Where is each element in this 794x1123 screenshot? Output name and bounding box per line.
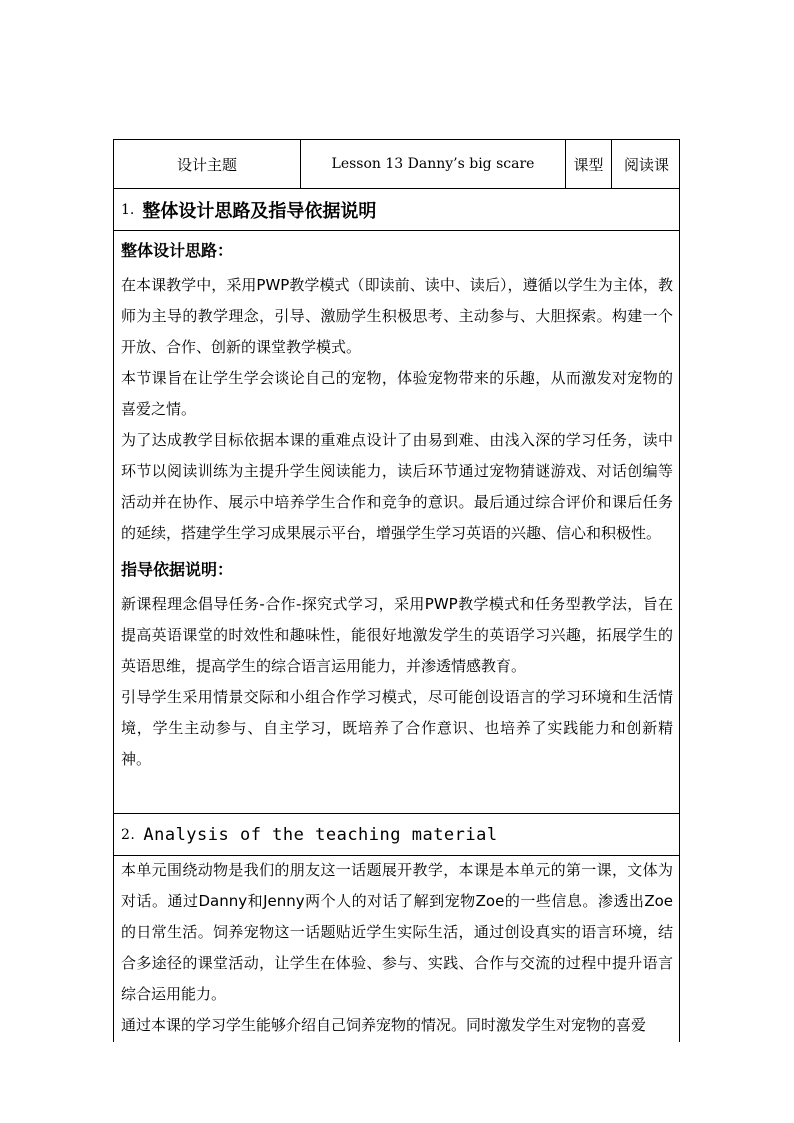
analysis-paragraph: 本单元围绕动物是我们的朋友这一话题展开教学，本课是本单元的第一课，文体为对话。通过Danny和Jenny两个人的对话了解到宠物Zoe的一些信息。渗透出Zoe的日常生活。饲养宠物这一话题贴近学生实际生活，通过创设真实的语言环境，结合多途径的课堂活动，让学生在体验、参与、实践、合作与交流的过程中提升语言综合运用能力。 bbox=[121, 861, 673, 1003]
lesson-plan-table bbox=[113, 139, 680, 1042]
topic-label: 设计主题 bbox=[114, 140, 301, 188]
design-paragraph: 在本课教学中，采用PWP教学模式（即读前、读中、读后），遵循以学生为主体，教师为主导的教学理念，引导、激励学生积极思考、主动参与、大胆探索。构建一个开放、合作、创新的课堂教学模式。 bbox=[121, 276, 673, 356]
lesson-title: Lesson 13 Danny’s big scare bbox=[301, 140, 566, 188]
design-paragraph: 为了达成教学目标依据本课的重难点设计了由易到难、由浅入深的学习任务，读中环节以阅读训练为主提升学生阅读能力，读后环节通过宠物猜谜游戏、对话创编等活动并在协作、展示中培养学生合作和竞争的意识。最后通过综合评价和课后任务的延续，搭建学生学习成果展示平台，增强学生学习英语的兴趣、信心和积极性。 bbox=[121, 431, 673, 542]
section1-heading-row bbox=[114, 188, 679, 230]
type-value: 阅读课 bbox=[623, 155, 669, 174]
section1-number: 1. bbox=[121, 201, 135, 218]
section1-body bbox=[121, 236, 673, 775]
analysis-paragraph: 通过本课的学习学生能够介绍自己饲养宠物的情况。同时激发学生对宠物的喜爱 bbox=[121, 1016, 647, 1034]
section1-title: 整体设计思路及指导依据说明 bbox=[142, 200, 377, 222]
type-label: 课型 bbox=[566, 140, 612, 188]
header-row bbox=[114, 140, 679, 188]
guidance-paragraph: 引导学生采用情景交际和小组合作学习模式，尽可能创设语言的学习环境和生活情境，学生主动参与、自主学习，既培养了合作意识、也培养了实践能力和创新精神。 bbox=[121, 688, 673, 768]
section2-body-row bbox=[114, 855, 679, 1042]
section2-body bbox=[121, 855, 673, 1041]
guidance-subheading: 指导依据说明： bbox=[121, 560, 234, 579]
section2-heading bbox=[121, 814, 498, 855]
section1-body-row bbox=[114, 230, 679, 813]
section2-number: 2. bbox=[121, 826, 136, 843]
design-idea-subheading: 整体设计思路： bbox=[121, 241, 234, 260]
guidance-paragraph: 新课程理念倡导任务-合作-探究式学习，采用PWP教学模式和任务型教学法，旨在提高英语课堂的时效性和趣味性，能很好地激发学生的英语学习兴趣，拓展学生的英语思维，提高学生的综合语言运用能力，并渗透情感教育。 bbox=[121, 595, 673, 675]
section2-heading-row bbox=[114, 813, 679, 855]
design-paragraph: 本节课旨在让学生学会谈论自己的宠物，体验宠物带来的乐趣，从而激发对宠物的喜爱之情。 bbox=[121, 369, 673, 418]
section1-heading bbox=[121, 189, 376, 230]
section2-title: Analysis of the teaching material bbox=[143, 824, 498, 845]
